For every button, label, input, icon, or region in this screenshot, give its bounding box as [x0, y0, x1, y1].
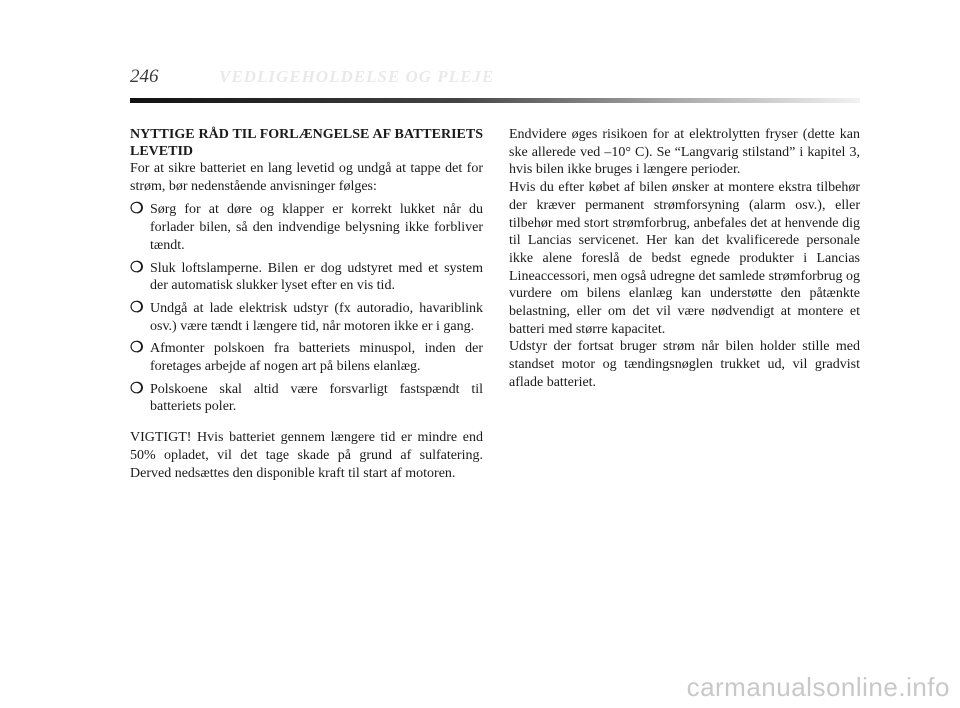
tips-list — [130, 201, 483, 416]
section-title: VEDLIGEHOLDELSE OG PLEJE — [219, 67, 495, 86]
list-item-text: Polskoene skal altid være forsvarligt fastspændt til batteriets poler. — [150, 381, 483, 415]
left-column — [130, 127, 483, 482]
header-divider — [130, 98, 860, 103]
list-item — [130, 300, 483, 335]
bullet-circle-icon: ❍ — [130, 340, 144, 357]
paragraph-accessories: Hvis du efter købet af bilen ønsker at montere ekstra tilbehør der kræver permanent strømforsyning (alarm osv.), eller tilbehør med stort strømforbrug, anbefales det at henvende dig til Lancias servicenet. Her kan det kvalificerede personale ikke alene foreslå de bedst egnede produkter i Lancias Lineaccessori, men også udregne det samlede strømforbrug og vurdere om bilens elanlæg kan understøtte den påtænkte belastning, eller om det vil være nødvendigt at montere et batteri med større kapacitet. — [509, 180, 860, 337]
list-item-text: Sørg for at døre og klapper er korrekt lukket når du forlader bilen, så den indvendige belysning ikke forbliver tændt. — [150, 202, 483, 253]
bullet-circle-icon: ❍ — [130, 259, 144, 276]
list-item-text: Undgå at lade elektrisk udstyr (fx autoradio, havariblink osv.) være tændt i længere tid, når motoren ikke er i gang. — [150, 300, 483, 334]
important-note: VIGTIGT! Hvis batteriet gennem længere tid er mindre end 50% opladet, vil det tage skade på grund af sulfatering. Derved nedsættes den disponible kraft til start af motoren. — [130, 430, 483, 481]
list-item — [130, 260, 483, 295]
watermark: carmanualsonline.info — [686, 672, 950, 702]
bullet-circle-icon: ❍ — [130, 380, 144, 397]
page-header — [130, 66, 860, 96]
paragraph-freezing: Endvidere øges risikoen for at elektrolytten fryser (dette kan ske allerede ved –10° C). Se “Langvarig stilstand” i kapitel 3, hvis bilen ikke bruges i længere perioder. — [509, 127, 860, 178]
list-item — [130, 201, 483, 254]
paragraph-standby-drain: Udstyr der fortsat bruger strøm når bilen holder stille med standset motor og tændingsnøglen trukket ud, vil gradvist aflade batteriet. — [509, 339, 860, 390]
intro-paragraph: For at sikre batteriet en lang levetid og undgå at tappe det for strøm, bør nedenstående anvisninger følges: — [130, 161, 483, 194]
list-item — [130, 340, 483, 375]
bullet-circle-icon: ❍ — [130, 299, 144, 316]
list-item-text: Afmonter polskoen fra batteriets minuspol, inden der foretages arbejde af nogen art på bilens elanlæg. — [150, 341, 483, 375]
section-heading: NYTTIGE RÅD TIL FORLÆNGELSE AF BATTERIETS LEVETID — [130, 127, 483, 159]
list-item-text: Sluk loftslamperne. Bilen er dog udstyret med et system der automatisk slukker lyset efter en vis tid. — [150, 260, 483, 294]
bullet-circle-icon: ❍ — [130, 201, 144, 218]
page-number: 246 — [130, 66, 159, 87]
list-item — [130, 381, 483, 416]
right-column — [509, 126, 860, 392]
